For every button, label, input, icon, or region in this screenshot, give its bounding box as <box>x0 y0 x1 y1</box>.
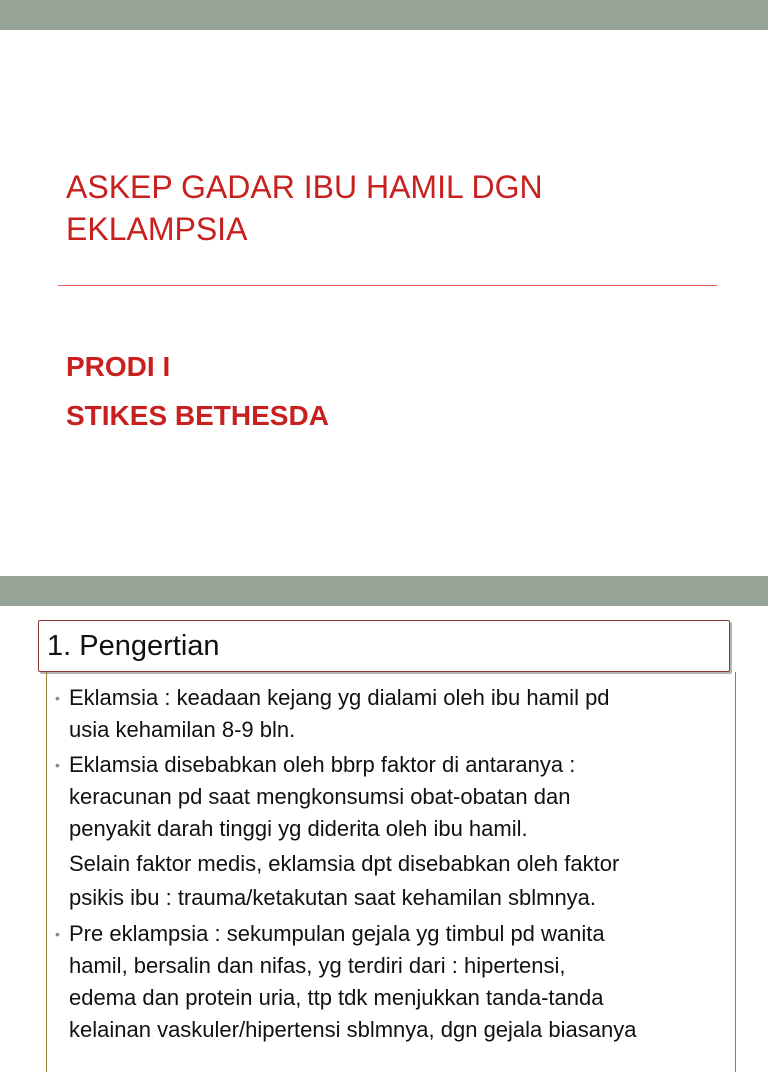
bullet-dot-icon: • <box>55 757 60 773</box>
slide-title: ASKEP GADAR IBU HAMIL DGN EKLAMPSIA <box>66 169 543 247</box>
content-box <box>46 672 736 1072</box>
slide-top-bar <box>0 576 768 606</box>
list-item <box>55 749 719 915</box>
title-divider <box>58 285 717 286</box>
slide-top-bar <box>0 0 768 30</box>
content-slide <box>0 576 768 1042</box>
bullet-dot-icon: • <box>55 926 60 942</box>
list-item <box>55 682 719 746</box>
subtitle-program: PRODI I <box>66 351 171 382</box>
list-item <box>55 918 719 1046</box>
bullet-list <box>55 682 719 1046</box>
paragraph-psychological: Selain faktor medis, eklamsia dpt disebabkan oleh faktor psikis ibu : trauma/ketakutan saat kehamilan sblmnya. <box>69 851 620 910</box>
section-heading-box <box>38 620 730 672</box>
bullet-text-preeclampsia: Pre eklampsia : sekumpulan gejala yg timbul pd wanita hamil, bersalin dan nifas, yg terdiri dari : hipertensi, edema dan protein uria, ttp tdk menjukkan tanda-tanda kelainan vaskuler/hipertensi sblmnya, dgn gejala biasanya <box>69 921 637 1042</box>
bullet-text-causes: Eklamsia disebabkan oleh bbrp faktor di antaranya : keracunan pd saat mengkonsumsi obat-obatan dan penyakit darah tinggi yg diderita oleh ibu hamil. <box>69 752 576 841</box>
subtitle-institution: STIKES BETHESDA <box>66 400 329 431</box>
section-heading: 1. Pengertian <box>47 630 220 662</box>
bullet-text-definition: Eklamsia : keadaan kejang yg dialami oleh ibu hamil pd usia kehamilan 8-9 bln. <box>69 685 610 742</box>
bullet-dot-icon: • <box>55 690 60 706</box>
